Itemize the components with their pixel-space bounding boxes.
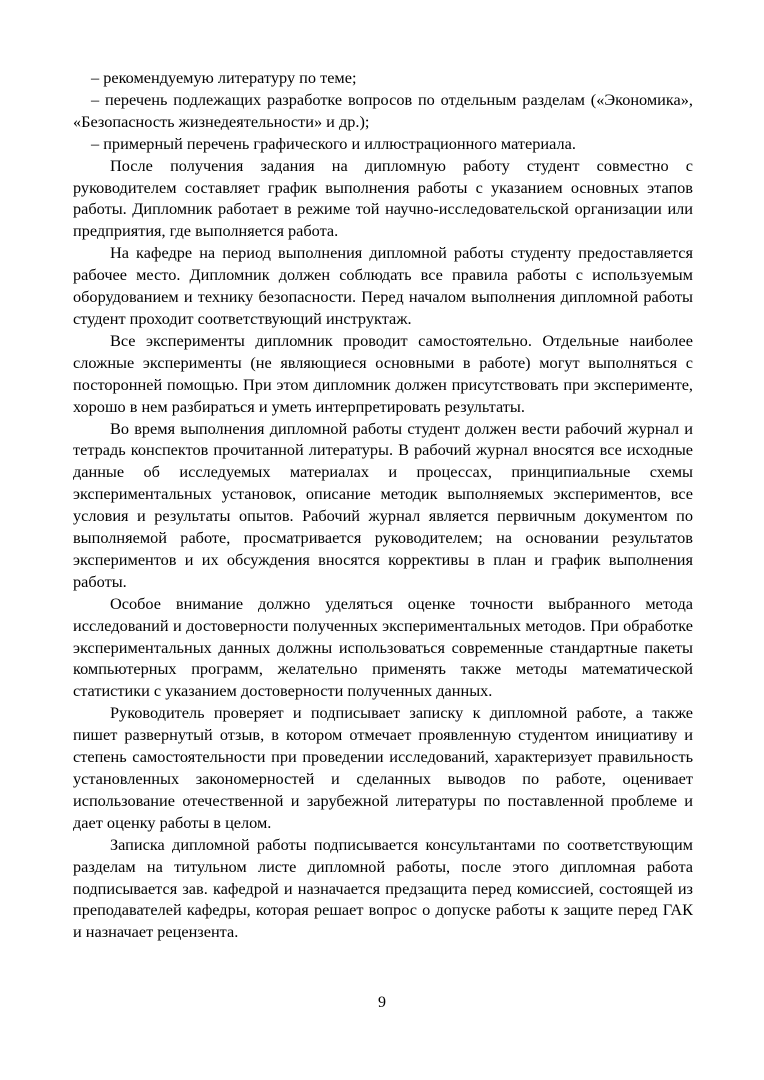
paragraph-signing: Записка дипломной работы подписывается консультантами по соответствующим разделам на титульном листе дипломной работы, после этого дипломная работа подписывается зав. кафедрой и назначается предзащита перед комиссией, состоящей из преподавателей кафедры, которая решает вопрос о допуске работы к защите перед ГАК и назначает рецензента. [73,834,693,942]
list-item-graphics: – примерный перечень графического и иллюстрационного материала. [91,133,576,153]
page-number: 9 [378,994,386,1011]
paragraph-workplace: На кафедре на период выполнения дипломной работы студенту предоставляется рабочее место. Дипломник должен соблюдать все правила работы с используемым оборудованием и технику безопасности. Перед началом выполнения дипломной работы студент проходит соответствующий инструктаж. [73,243,693,328]
list-item-questions: – перечень подлежащих разработке вопросов по отдельным разделам («Экономика», «Безопасность жизнедеятельности» и др.); [73,89,693,131]
page-text-body [73,67,693,943]
paragraph-supervisor: Руководитель проверяет и подписывает записку к дипломной работе, а также пишет развернутый отзыв, в котором отмечает проявленную студентом инициативу и степень самостоятельности при проведении исследований, характеризует правильность установленных закономерностей и сделанных выводов по работе, оценивает использование отечественной и зарубежной литературы по поставленной проблеме и дает оценку работы в целом. [73,703,693,832]
paragraph-journal: Во время выполнения дипломной работы студент должен вести рабочий журнал и тетрадь конспектов прочитанной литературы. В рабочий журнал вносятся все исходные данные об исследуемых материалах и процессах, принципиальные схемы экспериментальных установок, описание методик выполняемых экспериментов, все условия и результаты опытов. Рабочий журнал является первичным документом по выполняемой работе, просматривается руководителем; на основании результатов экспериментов и их обсуждения вносятся коррективы в план и график выполнения работы. [73,418,693,591]
paragraph-experiments: Все эксперименты дипломник проводит самостоятельно. Отдельные наиболее сложные эксперименты (не являющиеся основными в работе) могут выполняться с посторонней помощью. При этом дипломник должен присутствовать при эксперименте, хорошо в нем разбираться и уметь интерпретировать результаты. [73,330,693,416]
list-item-literature: – рекомендуемую литературу по теме; [91,68,357,87]
paragraph-schedule: После получения задания на дипломную работу студент совместно с руководителем составляет график выполнения работы с указанием основных этапов работы. Дипломник работает в режиме той научно-исследовательской организации или предприятия, где выполняется работа. [73,155,693,241]
paragraph-accuracy: Особое внимание должно уделяться оценке точности выбранного метода исследований и достоверности полученных экспериментальных методов. При обработке экспериментальных данных должны использоваться современные стандартные пакеты компьютерных программ, желательно применять также методы математической статистики с указанием достоверности полученных данных. [73,593,693,701]
